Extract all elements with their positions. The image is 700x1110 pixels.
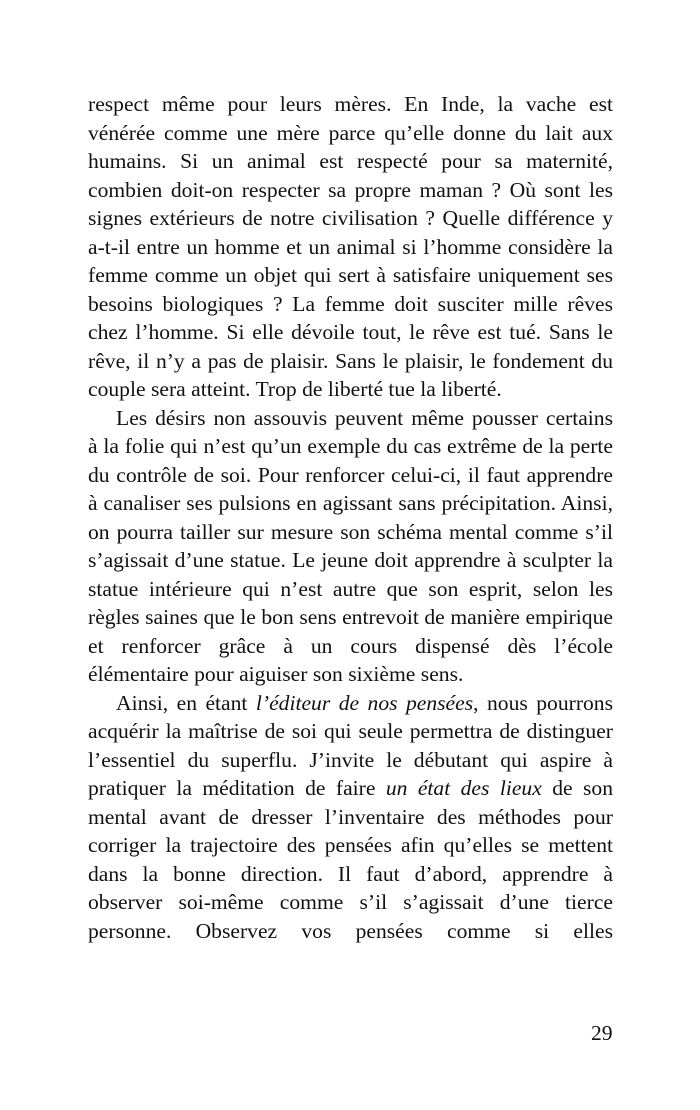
text-line: mental avant de dresser l’inventaire des méthodes pour (88, 804, 613, 829)
text-line: Les désirs non assouvis peuvent même pousser certains (116, 405, 613, 430)
text-line: couple sera atteint. Trop de liberté tue la liberté. (88, 377, 502, 401)
text-run: Ainsi, en étant (116, 690, 256, 715)
text-line: élémentaire pour aiguiser son sixième sens. (88, 662, 464, 686)
text-line: règles saines que le bon sens entrevoit de manière empirique (88, 605, 613, 629)
page-number: 29 (591, 1021, 613, 1045)
text-line: corriger la trajectoire des pensées afin qu’elles se mettent (88, 833, 613, 857)
italic-phrase: l’éditeur de nos pensées (255, 690, 474, 715)
text-line: et renforcer grâce à un cours dispensé dès l’école (88, 633, 613, 658)
text-run: pratiquer la méditation de faire (88, 776, 386, 800)
text-line: on pourra tailler sur mesure son schéma mental comme s’il (88, 519, 613, 544)
text-line: a-t-il entre un homme et un animal si l’homme considère la (88, 234, 613, 259)
text-line: besoins biologiques ? La femme doit susciter mille rêves (88, 291, 613, 316)
text-line: statue intérieure qui n’est autre que son esprit, selon les (88, 576, 613, 601)
paragraph-2 (88, 404, 613, 689)
italic-phrase: un état des lieux (385, 776, 542, 800)
paragraph-3 (88, 689, 613, 946)
text-line: dans la bonne direction. Il faut d’abord, apprendre à (88, 861, 613, 886)
text-line: femme comme un objet qui sert à satisfaire uniquement ses (88, 263, 613, 287)
text-line (88, 689, 613, 718)
text-line: acquérir la maîtrise de soi qui seule permettra de distinguer (88, 719, 613, 743)
text-line: à canaliser ses pulsions en agissant sans précipitation. Ainsi, (88, 491, 613, 515)
text-line: l’essentiel du superflu. J’invite le débutant qui aspire à (88, 747, 613, 772)
paragraph-1 (88, 90, 613, 404)
page-body (88, 90, 613, 945)
text-line: du contrôle de soi. Pour renforcer celui-ci, il faut apprendre (88, 462, 613, 487)
text-line: vénérée comme une mère parce qu’elle donne du lait aux (88, 120, 613, 145)
text-line: chez l’homme. Si elle dévoile tout, le rêve est tué. Sans le (88, 320, 613, 344)
text-line: humains. Si un animal est respecté pour sa maternité, (88, 149, 613, 173)
text-line (88, 774, 613, 803)
text-line: rêve, il n’y a pas de plaisir. Sans le plaisir, le fondement du (88, 348, 613, 373)
text-line: signes extérieurs de notre civilisation ? Quelle différence y (88, 206, 613, 230)
text-run: de son (541, 776, 613, 800)
text-line: à la folie qui n’est qu’un exemple du cas extrême de la perte (88, 434, 613, 458)
text-line: combien doit-on respecter sa propre maman ? Où sont les (88, 177, 613, 202)
text-line: observer soi-même comme s’il s’agissait d’une tierce (88, 890, 613, 914)
text-line: respect même pour leurs mères. En Inde, la vache est (88, 92, 613, 116)
text-line: s’agissait d’une statue. Le jeune doit apprendre à sculpter la (88, 548, 613, 572)
text-run: , nous pourrons (473, 690, 614, 715)
text-line: personne. Observez vos pensées comme si elles (88, 918, 613, 943)
